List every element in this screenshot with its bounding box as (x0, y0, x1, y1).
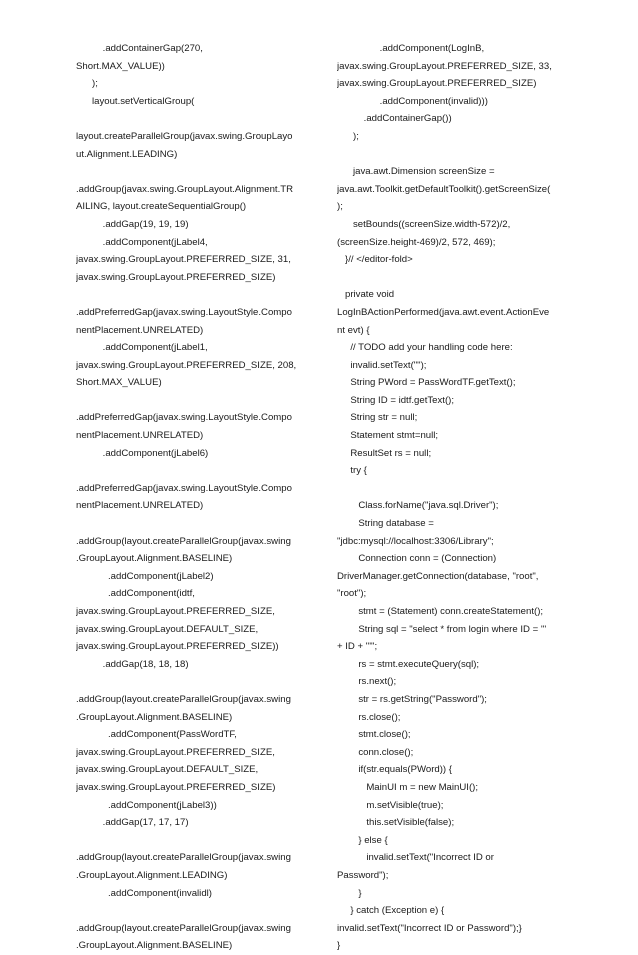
code-line: javax.swing.GroupLayout.PREFERRED_SIZE)) (76, 641, 279, 653)
code-line: nentPlacement.UNRELATED) (76, 430, 204, 442)
code-line: .addComponent(jLabel6) (76, 447, 209, 459)
code-line (76, 462, 306, 480)
code-line: rs.next(); (337, 676, 397, 688)
code-line: nentPlacement.UNRELATED) (76, 324, 204, 336)
code-line: stmt.close(); (337, 729, 411, 741)
code-line: .addGap(18, 18, 18) (76, 658, 189, 670)
code-line: setBounds((screenSize.width-572)/2, (337, 218, 511, 230)
code-line: ResultSet rs = null; (337, 447, 432, 459)
code-line: .addGroup(layout.createParallelGroup(javax.swing (76, 922, 291, 934)
code-line: DriverManager.getConnection(database, "root", (337, 570, 539, 582)
code-line: .addComponent(invalidl) (76, 887, 212, 899)
code-line (76, 286, 306, 304)
code-line: .GroupLayout.Alignment.BASELINE) (76, 940, 233, 952)
code-line: invalid.setText("Incorrect ID or (337, 852, 494, 864)
code-line: ); (76, 78, 98, 90)
code-line: String str = null; (337, 412, 418, 424)
code-line: try { (337, 465, 367, 477)
code-line: invalid.setText("Incorrect ID or Password");} (337, 922, 522, 934)
code-line: Connection conn = (Connection) (337, 553, 497, 565)
code-line: String database = (337, 518, 434, 530)
code-line: Password"); (337, 869, 389, 881)
code-line: javax.swing.GroupLayout.PREFERRED_SIZE, (76, 606, 275, 617)
code-line: invalid.setText(""); (337, 359, 427, 371)
left-code-column (76, 40, 306, 955)
code-line: .addComponent(jLabel4, (76, 236, 208, 248)
code-line: // TODO add your handling code here: (337, 342, 513, 354)
code-line: + ID + "'"; (337, 641, 378, 653)
code-line (337, 269, 569, 287)
right-code-column (337, 40, 569, 955)
code-line: "jdbc:mysql://localhost:3306/Library"; (337, 535, 494, 547)
code-line: .addPreferredGap(javax.swing.LayoutStyle.Compo (76, 412, 292, 424)
code-line: .addGroup(javax.swing.GroupLayout.Alignment.TR (76, 183, 294, 195)
code-line: if(str.equals(PWord)) { (337, 764, 452, 776)
code-line: String ID = idtf.getText(); (337, 394, 455, 406)
code-line: Short.MAX_VALUE)) (76, 60, 165, 72)
code-line: layout.setVerticalGroup( (76, 95, 195, 107)
code-line: "root"); (337, 588, 367, 600)
code-line: .addContainerGap(270, (76, 43, 203, 54)
code-line: javax.swing.GroupLayout.DEFAULT_SIZE, (76, 764, 259, 776)
code-line: .addComponent(jLabel2) (76, 570, 214, 582)
code-line: javax.swing.GroupLayout.PREFERRED_SIZE, 208, (76, 359, 297, 371)
code-line: .addContainerGap()) (337, 113, 452, 125)
code-line (76, 163, 306, 181)
code-line (76, 673, 306, 691)
code-line: javax.swing.GroupLayout.PREFERRED_SIZE, 33, (337, 60, 552, 72)
code-line: .addPreferredGap(javax.swing.LayoutStyle.Compo (76, 482, 292, 494)
code-line: conn.close(); (337, 746, 414, 758)
code-line: .addGroup(layout.createParallelGroup(javax.swing (76, 693, 291, 705)
code-line: ); (337, 130, 359, 142)
code-line: java.awt.Dimension screenSize = (337, 166, 495, 178)
code-line: javax.swing.GroupLayout.PREFERRED_SIZE, 31, (76, 254, 291, 266)
code-line: javax.swing.GroupLayout.DEFAULT_SIZE, (76, 623, 259, 635)
code-line: .addComponent(LogInB, (337, 43, 485, 54)
code-line: } (337, 940, 341, 952)
code-line: nt evt) { (337, 324, 370, 336)
code-line (76, 832, 306, 850)
code-line: } catch (Exception e) { (337, 905, 445, 917)
code-line (337, 146, 569, 164)
code-line: String sql = "select * from login where ID = '" (337, 623, 547, 635)
code-line: javax.swing.GroupLayout.PREFERRED_SIZE, (76, 746, 275, 758)
code-line: javax.swing.GroupLayout.PREFERRED_SIZE) (76, 271, 276, 283)
code-line: str = rs.getString("Password"); (337, 693, 487, 705)
code-line: Class.forName("java.sql.Driver"); (337, 500, 499, 512)
code-line: (screenSize.height-469)/2, 572, 469); (337, 236, 496, 248)
code-line: ut.Alignment.LEADING) (76, 148, 178, 160)
code-line: }// </editor-fold> (337, 254, 413, 266)
code-line: .addComponent(jLabel3)) (76, 799, 217, 811)
code-line: .addGap(19, 19, 19) (76, 218, 189, 230)
code-line: this.setVisible(false); (337, 817, 455, 829)
code-line: .addComponent(idtf, (76, 588, 195, 600)
code-line: .addComponent(jLabel1, (76, 342, 208, 354)
code-line: .GroupLayout.Alignment.LEADING) (76, 869, 228, 881)
code-line: Statement stmt=null; (337, 430, 439, 442)
code-line: String PWord = PassWordTF.getText(); (337, 377, 516, 389)
code-line: .GroupLayout.Alignment.BASELINE) (76, 553, 233, 565)
code-line: .GroupLayout.Alignment.BASELINE) (76, 711, 233, 723)
code-line (76, 515, 306, 533)
code-line: } (337, 887, 362, 899)
code-line: java.awt.Toolkit.getDefaultToolkit().getScreenSize( (337, 183, 551, 195)
code-line: .addGap(17, 17, 17) (76, 817, 189, 829)
code-line: MainUI m = new MainUI(); (337, 781, 479, 793)
code-line: javax.swing.GroupLayout.PREFERRED_SIZE) (337, 78, 537, 90)
code-line: javax.swing.GroupLayout.PREFERRED_SIZE) (76, 781, 276, 793)
code-line: } else { (337, 834, 388, 846)
code-line: LogInBActionPerformed(java.awt.event.ActionEve (337, 306, 550, 318)
code-line (337, 480, 569, 498)
code-line (76, 110, 306, 128)
code-line (76, 902, 306, 920)
code-line: Short.MAX_VALUE) (76, 377, 162, 389)
code-line: layout.createParallelGroup(javax.swing.GroupLayo (76, 130, 293, 142)
code-line: stmt = (Statement) conn.createStatement(); (337, 606, 544, 617)
code-line: ); (337, 201, 343, 213)
code-line: AILING, layout.createSequentialGroup() (76, 201, 247, 213)
code-line (76, 392, 306, 410)
code-line: .addPreferredGap(javax.swing.LayoutStyle.Compo (76, 306, 292, 318)
code-line: .addComponent(PassWordTF, (76, 729, 237, 741)
code-line: .addComponent(invalid))) (337, 95, 488, 107)
code-line: .addGroup(layout.createParallelGroup(javax.swing (76, 852, 291, 864)
code-line: rs = stmt.executeQuery(sql); (337, 658, 480, 670)
code-line: .addGroup(layout.createParallelGroup(javax.swing (76, 535, 291, 547)
code-line: m.setVisible(true); (337, 799, 444, 811)
code-line: nentPlacement.UNRELATED) (76, 500, 204, 512)
code-line: rs.close(); (337, 711, 401, 723)
code-line: private void (337, 289, 395, 301)
